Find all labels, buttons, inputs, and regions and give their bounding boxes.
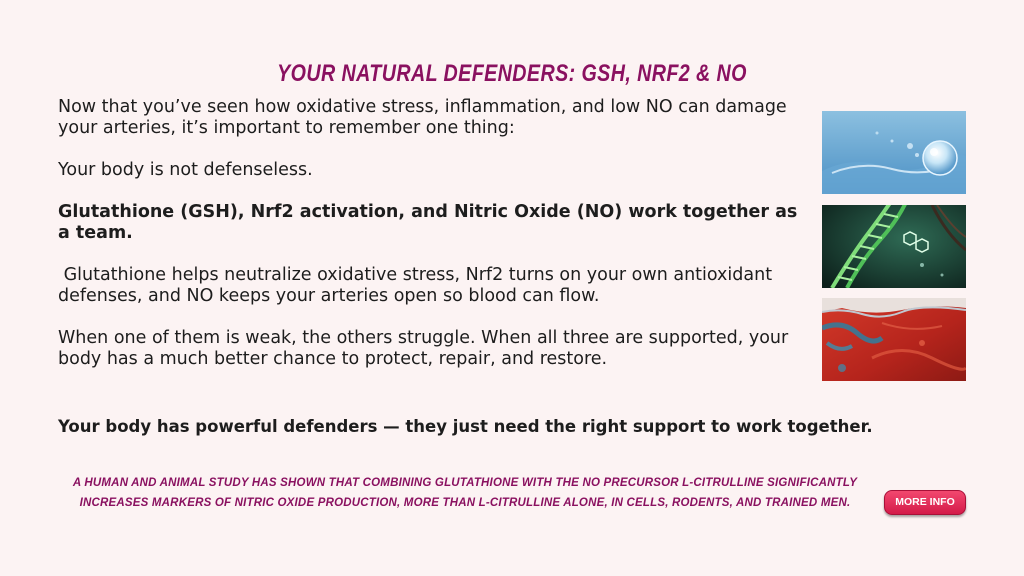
closing-statement: Your body has powerful defenders — they just need the right support to work together. <box>58 417 873 436</box>
team-paragraph: Glutathione (GSH), Nrf2 activation, and Nitric Oxide (NO) work together as a team. <box>58 202 798 243</box>
study-note: A HUMAN AND ANIMAL STUDY HAS SHOWN THAT COMBINING GLUTATHIONE WITH THE NO PRECURSOR L-CITRULLINE SIGNIFICANTLY INCREASES MARKERS OF NITRIC OXIDE PRODUCTION, MORE THAN L-CITRULLINE ALONE, IN CELLS, RODENTS, AND TRAINED MEN. <box>72 477 858 509</box>
body-text <box>58 97 810 391</box>
roles-paragraph: Glutathione helps neutralize oxidative stress, Nrf2 turns on your own antioxidant defenses, and NO keeps your arteries open so blood can flow. <box>58 265 778 306</box>
page-title: YOUR NATURAL DEFENDERS: GSH, NRF2 & NO <box>277 60 747 87</box>
dna-molecule-image <box>822 205 966 288</box>
artery-tissue-image <box>822 298 966 381</box>
intro-paragraph: Now that you’ve seen how oxidative stress, inflammation, and low NO can damage your arteries, it’s important to remember one thing: <box>58 97 787 138</box>
water-droplet-image <box>822 111 966 194</box>
defenseless-paragraph: Your body is not defenseless. <box>58 160 313 180</box>
more-info-button[interactable]: MORE INFO <box>884 490 966 515</box>
support-paragraph: When one of them is weak, the others struggle. When all three are supported, your body has a much better chance to protect, repair, and restore. <box>58 328 789 369</box>
